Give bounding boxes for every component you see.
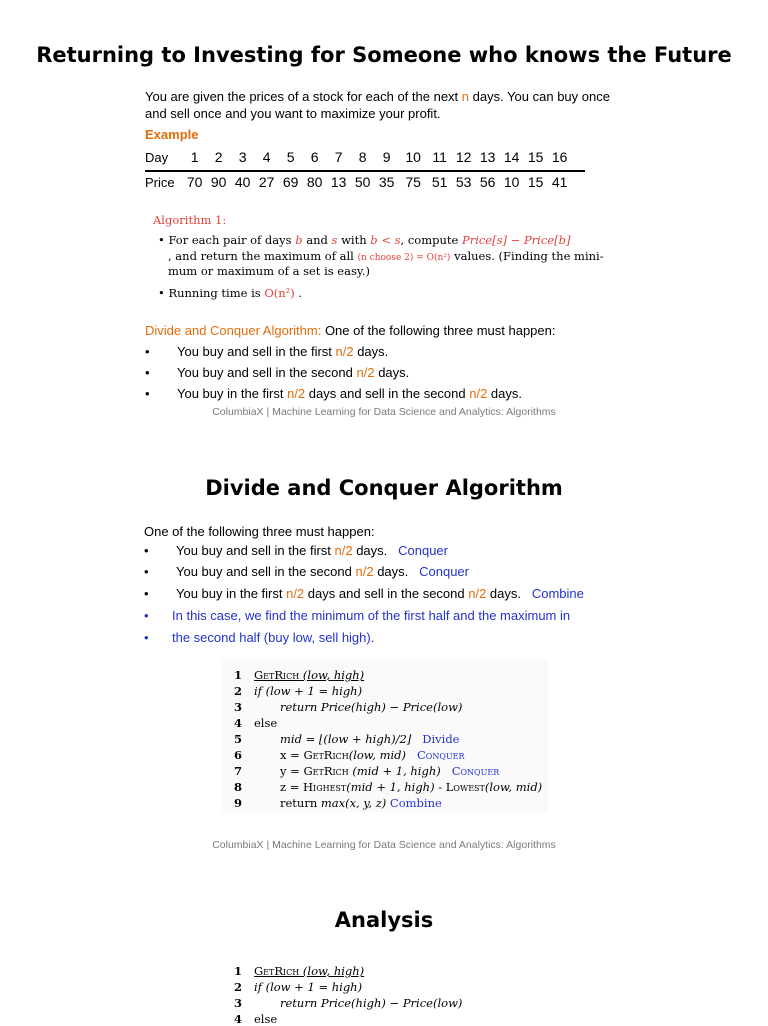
price-cell: 90 [210,174,227,190]
slide2-title: Divide and Conquer Algorithm [205,476,563,500]
price-cell: 41 [551,174,568,190]
line-number: 7 [233,764,242,778]
price-cell: 13 [330,174,347,190]
price-cell: 53 [455,174,472,190]
day-cell: 15 [527,149,544,165]
algorithm-1-bullet-1: • For each pair of days b and s with b < s, compute Price[s] − Price[b] [158,233,571,247]
dc-heading: Divide and Conquer Algorithm: One of the following three must happen: [145,323,556,338]
price-label: Price [145,175,175,190]
code-line-8: z = Highest(mid + 1, high) - Lowest(low, mid) [280,780,543,794]
price-cell: 70 [186,174,203,190]
code-line-1: GetRich (low, high) [254,964,365,978]
line-number: 5 [233,732,242,746]
day-cell: 6 [310,149,319,165]
line-number: 2 [233,980,242,994]
code-line-9: return max(x, y, z) Combine [280,796,442,810]
line-number: 6 [233,748,242,762]
analysis-pseudocode [222,958,548,1024]
getrich-pseudocode [222,660,548,812]
day-cell: 7 [334,149,343,165]
price-cell: 56 [479,174,496,190]
intro-line-2: and sell once and you want to maximize your profit. [145,106,441,121]
price-row [145,174,572,190]
day-cell: 5 [286,149,295,165]
algorithm-1-title: Algorithm 1: [153,213,227,227]
line-number: 9 [233,796,242,810]
code-line-7: y = GetRich (mid + 1, high) Conquer [280,764,500,778]
slide2-lead: One of the following three must happen: [144,524,375,539]
slide2-footer: ColumbiaX | Machine Learning for Data Science and Analytics: Algorithms [212,839,556,851]
line-number: 3 [233,700,242,714]
price-cell: 50 [354,174,371,190]
price-cell: 10 [503,174,520,190]
line-number: 4 [233,716,242,730]
code-line-2: if (low + 1 = high) [254,980,363,994]
algorithm-1-box [148,208,604,304]
line-number: 1 [233,668,242,682]
code-line-6: x = GetRich(low, mid) Conquer [280,748,465,762]
day-row [145,149,572,165]
intro-line-1: You are given the prices of a stock for each of the next n days. You can buy once [145,89,610,104]
day-label: Day [145,150,169,165]
day-cell: 10 [405,149,421,165]
line-number: 3 [233,996,242,1010]
line-number: 8 [233,780,242,794]
algorithm-1-line-2: , and return the maximum of all (n choose 2) = O(n²) values. (Finding the mini- [168,249,604,263]
day-cell: 2 [214,149,223,165]
price-cell: 35 [378,174,395,190]
day-cells [183,150,572,165]
day-cell: 4 [262,149,271,165]
day-cell: 16 [551,149,568,165]
price-cell: 15 [527,174,544,190]
code-line-3: return Price(high) − Price(low) [280,996,463,1010]
day-cell: 11 [432,149,447,165]
slide1-footer: ColumbiaX | Machine Learning for Data Science and Analytics: Algorithms [212,406,556,418]
line-number: 4 [233,1012,242,1026]
day-cell: 12 [455,149,472,165]
example-label: Example [145,127,199,142]
code-line-5: mid = ⌊(low + high)/2⌋ Divide [280,732,460,746]
code-line-3: return Price(high) − Price(low) [280,700,463,714]
day-cell: 3 [238,149,247,165]
code-line-4: else [254,1012,278,1026]
price-cell: 27 [258,174,275,190]
day-cell: 9 [382,149,391,165]
code-line-1: GetRich (low, high) [254,668,365,682]
price-cell: 69 [282,174,299,190]
code-line-2: if (low + 1 = high) [254,684,363,698]
line-number: 1 [233,964,242,978]
price-cell: 40 [234,174,251,190]
price-cell: 80 [306,174,323,190]
day-cell: 1 [190,149,199,165]
day-cell: 14 [503,149,520,165]
algorithm-1-line-3: mum or maximum of a set is easy.) [168,264,370,278]
day-cell: 8 [358,149,367,165]
algorithm-1-bullet-2: • Running time is O(n²) . [158,286,303,300]
price-cells [183,175,572,190]
line-number: 2 [233,684,242,698]
slide1-title: Returning to Investing for Someone who knows the Future [36,43,732,67]
table-divider [145,170,585,172]
day-cell: 13 [479,149,496,165]
code-line-4: else [254,716,278,730]
slide3-title: Analysis [334,908,434,932]
price-cell: 51 [431,174,448,190]
price-cell: 75 [405,174,421,190]
